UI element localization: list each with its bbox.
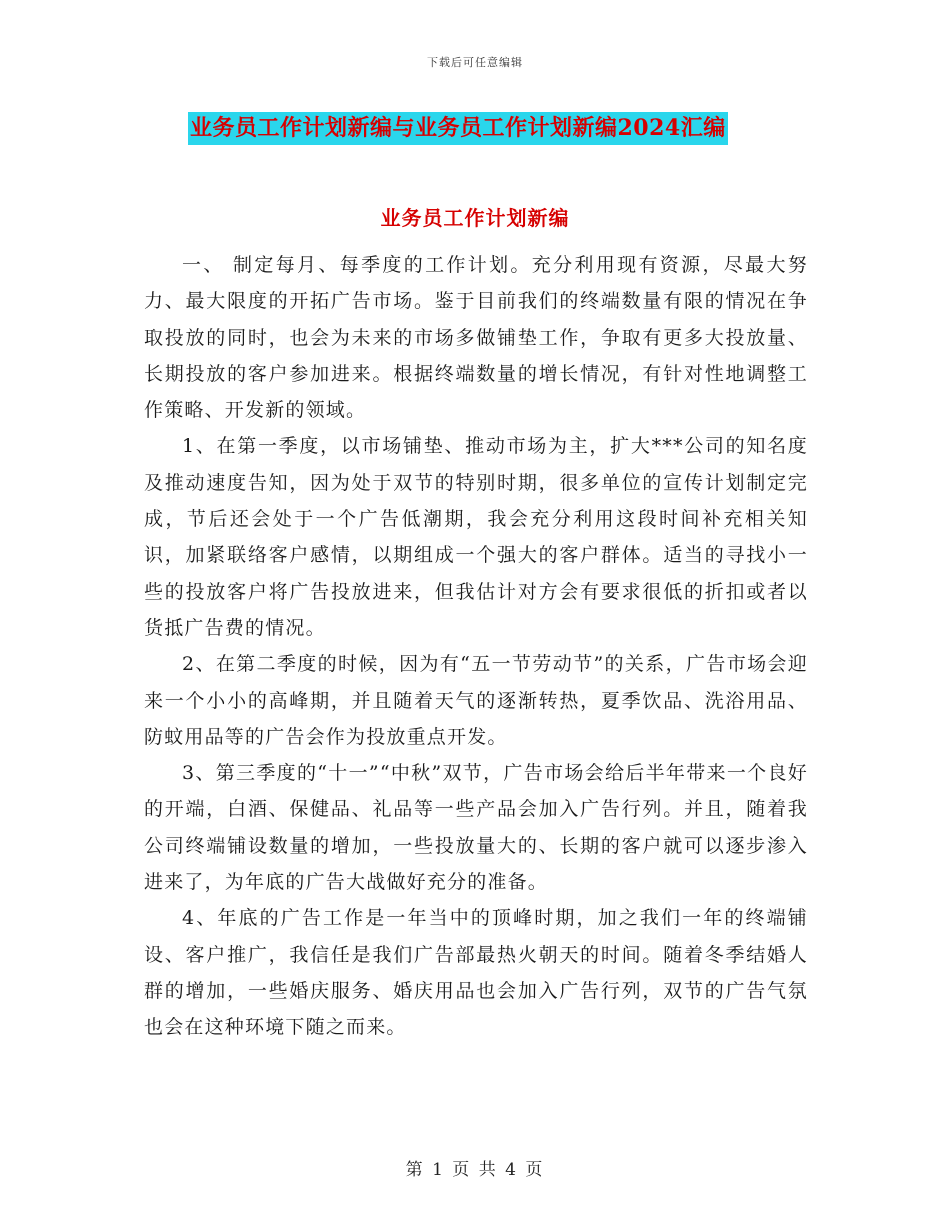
document-body — [144, 247, 808, 1046]
document-title: 业务员工作计划新编与业务员工作计划新编2024汇编 — [188, 112, 728, 145]
document-title-container — [188, 112, 728, 145]
section-title: 业务员工作计划新编 — [380, 206, 570, 230]
paragraph-intro: 一、 制定每月、每季度的工作计划。充分利用现有资源，尽最大努力、最大限度的开拓广告市场。鉴于目前我们的终端数量有限的情况在争取投放的同时，也会为未来的市场多做铺垫工作，争取有更多大投放量、长期投放的客户参加进来。根据终端数量的增长情况，有针对性地调整工作策略、开发新的领域。 — [144, 254, 808, 422]
paragraph-q3: 3、第三季度的“十一”“中秋”双节，广告市场会给后半年带来一个良好的开端，白酒、保健品、礼品等一些产品会加入广告行列。并且，随着我公司终端铺设数量的增加，一些投放量大的、长期的客户就可以逐步渗入进来了，为年底的广告大战做好充分的准备。 — [144, 762, 808, 894]
page-number-footer: 第 1 页 共 4 页 — [405, 1160, 545, 1180]
paragraph-q2: 2、在第二季度的时候，因为有“五一节劳动节”的关系，广告市场会迎来一个小小的高峰期，并且随着天气的逐渐转热，夏季饮品、洗浴用品、防蚊用品等的广告会作为投放重点开发。 — [144, 653, 808, 748]
paragraph-q4: 4、年底的广告工作是一年当中的顶峰时期，加之我们一年的终端铺设、客户推广，我信任是我们广告部最热火朝天的时间。随着冬季结婚人群的增加，一些婚庆服务、婚庆用品也会加入广告行列，双节的广告气氛也会在这种环境下随之而来。 — [144, 907, 808, 1039]
paragraph-q1: 1、在第一季度，以市场铺垫、推动市场为主，扩大***公司的知名度及推动速度告知，因为处于双节的特别时期，很多单位的宣传计划制定完成，节后还会处于一个广告低潮期，我会充分利用这段时间补充相关知识，加紧联络客户感情，以期组成一个强大的客户群体。适当的寻找小一些的投放客户将广告投放进来，但我估计对方会有要求很低的折扣或者以货抵广告费的情况。 — [144, 435, 808, 639]
page-header-note: 下载后可任意编辑 — [427, 56, 523, 69]
